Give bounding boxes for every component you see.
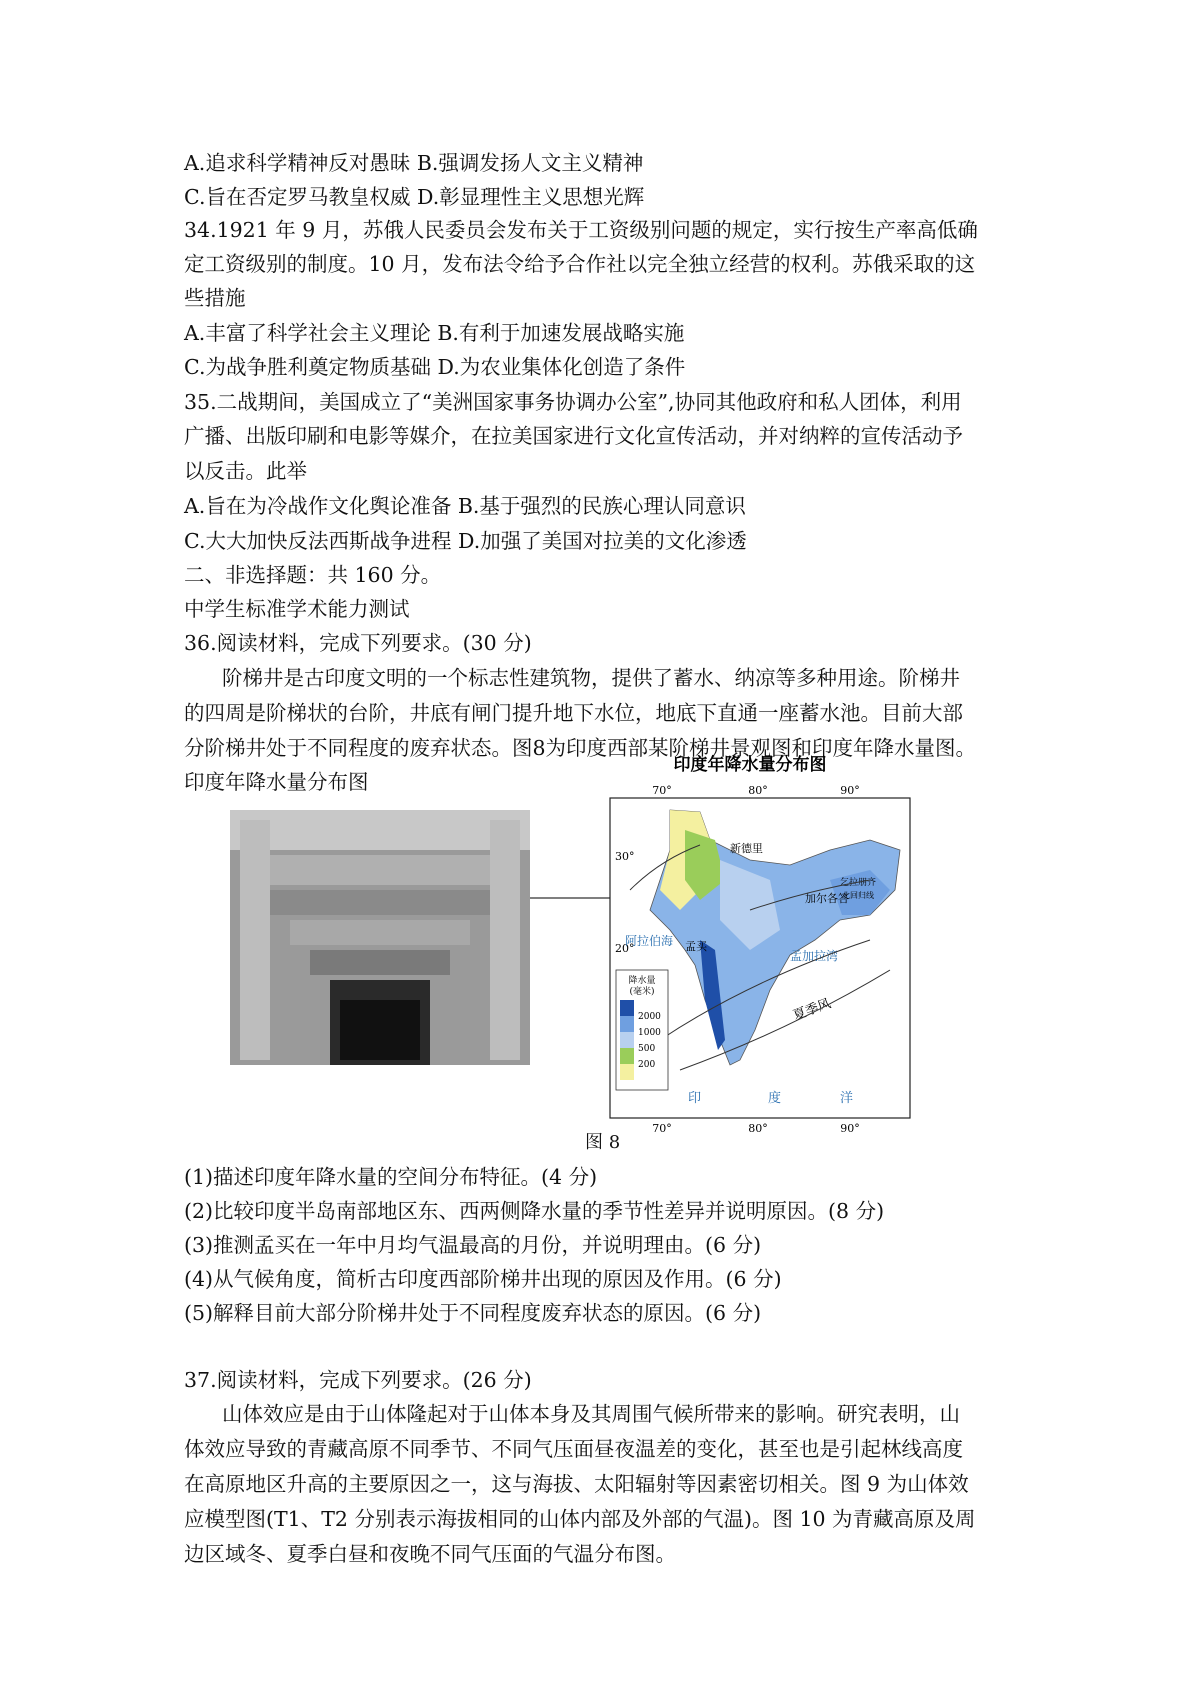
lon-label-80: 80° xyxy=(748,784,768,797)
legend-title-2: (毫米) xyxy=(629,987,655,997)
q37-material-line-1: 山体效应是由于山体隆起对于山体本身及其周围气候所带来的影响。研究表明，山 xyxy=(222,1402,960,1426)
legend-swatch-1 xyxy=(620,1000,634,1016)
legend-swatch-4 xyxy=(620,1048,634,1064)
q36-material-line-1: 阶梯井是古印度文明的一个标志性建筑物，提供了蓄水、纳凉等多种用途。阶梯井 xyxy=(222,666,960,690)
lon-label-80-bottom: 80° xyxy=(748,1122,768,1135)
figure-caption: 图 8 xyxy=(585,1132,621,1153)
label-tropic-of-cancer: 北回归线 xyxy=(842,891,874,900)
q37-title: 37.阅读材料，完成下列要求。(26 分) xyxy=(184,1368,532,1392)
q35-stem-line-3: 以反击。此举 xyxy=(184,459,307,483)
q36-title: 36.阅读材料，完成下列要求。(30 分) xyxy=(184,631,532,655)
q36-material-line-3: 分阶梯井处于不同程度的废弃状态。图8为印度西部某阶梯井景观图和印度年降水量图。 xyxy=(184,736,977,760)
legend-swatch-2 xyxy=(620,1016,634,1032)
q35-stem-line-2: 广播、出版印刷和电影等媒介，在拉美国家进行文化宣传活动，并对纳粹的宣传活动予 xyxy=(184,424,963,448)
q37-material-line-5: 边区域冬、夏季白昼和夜晚不同气压面的气温分布图。 xyxy=(184,1542,676,1566)
label-kolkata: 加尔各答 xyxy=(805,892,849,905)
watermark-text: 中学生标准学术能力测试 xyxy=(184,597,410,621)
legend-title-1: 降水量 xyxy=(628,976,656,986)
q37-material-line-3: 在高原地区升高的主要原因之一，这与海拔、太阳辐射等因素密切相关。图 9 为山体效 xyxy=(184,1472,969,1496)
q37-material-line-4: 应模型图(T1、T2 分别表示海拔相同的山体内部及外部的气温)。图 10 为青藏高原及周 xyxy=(184,1507,976,1531)
q34-stem-line-3: 些措施 xyxy=(184,286,246,310)
q34-option-cd: C.为战争胜利奠定物质基础 D.为农业集体化创造了条件 xyxy=(184,355,686,379)
label-ocean-2: 度 xyxy=(768,1091,782,1106)
q33-option-ab: A.追求科学精神反对愚昧 B.强调发扬人文主义精神 xyxy=(184,151,644,175)
lon-label-90: 90° xyxy=(840,784,860,797)
label-mumbai: 孟买 xyxy=(685,940,707,953)
figure-8 xyxy=(230,740,960,1135)
q34-stem-line-1: 34.1921 年 9 月，苏俄人民委员会发布关于工资级别问题的规定，实行按生产率高低确 xyxy=(184,218,978,242)
label-ocean-3: 洋 xyxy=(840,1091,854,1106)
legend-swatch-5 xyxy=(620,1064,634,1080)
lat-label-20: 20° xyxy=(615,942,635,955)
legend-value-1000: 1000 xyxy=(638,1028,661,1038)
q35-stem-line-1: 35.二战期间，美国成立了“美洲国家事务协调办公室”,协同其他政府和私人团体，利用 xyxy=(184,390,962,414)
label-summer-monsoon: 夏季风 xyxy=(791,996,834,1024)
label-delhi: 新德里 xyxy=(730,842,763,855)
q36-question-5: (5)解释目前大部分阶梯井处于不同程度废弃状态的原因。(6 分) xyxy=(184,1301,762,1325)
label-ocean-1: 印 xyxy=(688,1091,702,1106)
legend-swatch-3 xyxy=(620,1032,634,1048)
q37-material-line-2: 体效应导致的青藏高原不同季节、不同气压面昼夜温差的变化，甚至也是引起林线高度 xyxy=(184,1437,963,1461)
section-heading: 二、非选择题：共 160 分。 xyxy=(184,563,442,587)
q35-option-ab: A.旨在为冷战作文化舆论准备 B.基于强烈的民族心理认同意识 xyxy=(184,494,746,518)
label-cherrapunji: 乞拉朋齐 xyxy=(840,878,877,888)
label-bay-of-bengal: 孟加拉湾 xyxy=(790,949,839,963)
q34-stem-line-2: 定工资级别的制度。10 月，发布法令给予合作社以完全独立经营的权利。苏俄采取的这 xyxy=(184,252,976,276)
lon-label-90-bottom: 90° xyxy=(840,1122,860,1135)
map-legend xyxy=(616,970,668,1090)
lon-label-70-bottom: 70° xyxy=(652,1122,672,1135)
q36-question-3: (3)推测孟买在一年中月均气温最高的月份，并说明理由。(6 分) xyxy=(184,1233,762,1257)
legend-value-200: 200 xyxy=(638,1060,656,1070)
q33-option-cd: C.旨在否定罗马教皇权威 D.彰显理性主义思想光辉 xyxy=(184,185,645,209)
q36-question-2: (2)比较印度半岛南部地区东、西两侧降水量的季节性差异并说明原因。(8 分) xyxy=(184,1199,885,1223)
legend-value-2000: 2000 xyxy=(638,1012,661,1022)
label-arabian-sea: 阿拉伯海 xyxy=(625,934,674,948)
legend-value-500: 500 xyxy=(638,1044,656,1054)
lon-label-70: 70° xyxy=(652,784,672,797)
q36-material-line-4: 印度年降水量分布图 xyxy=(184,770,369,794)
rainfall-map xyxy=(610,754,910,1135)
q36-question-1: (1)描述印度年降水量的空间分布特征。(4 分) xyxy=(184,1165,598,1189)
q36-material-line-2: 的四周是阶梯状的台阶，井底有闸门提升地下水位，地底下直通一座蓄水池。目前大部 xyxy=(184,701,963,725)
q34-option-ab: A.丰富了科学社会主义理论 B.有利于加速发展战略实施 xyxy=(184,321,685,345)
lat-label-30: 30° xyxy=(615,850,635,863)
q36-question-4: (4)从气候角度，简析古印度西部阶梯井出现的原因及作用。(6 分) xyxy=(184,1267,782,1291)
map-title: 印度年降水量分布图 xyxy=(673,755,827,775)
stepwell-photo xyxy=(230,810,530,1065)
q35-option-cd: C.大大加快反法西斯战争进程 D.加强了美国对拉美的文化渗透 xyxy=(184,529,747,553)
